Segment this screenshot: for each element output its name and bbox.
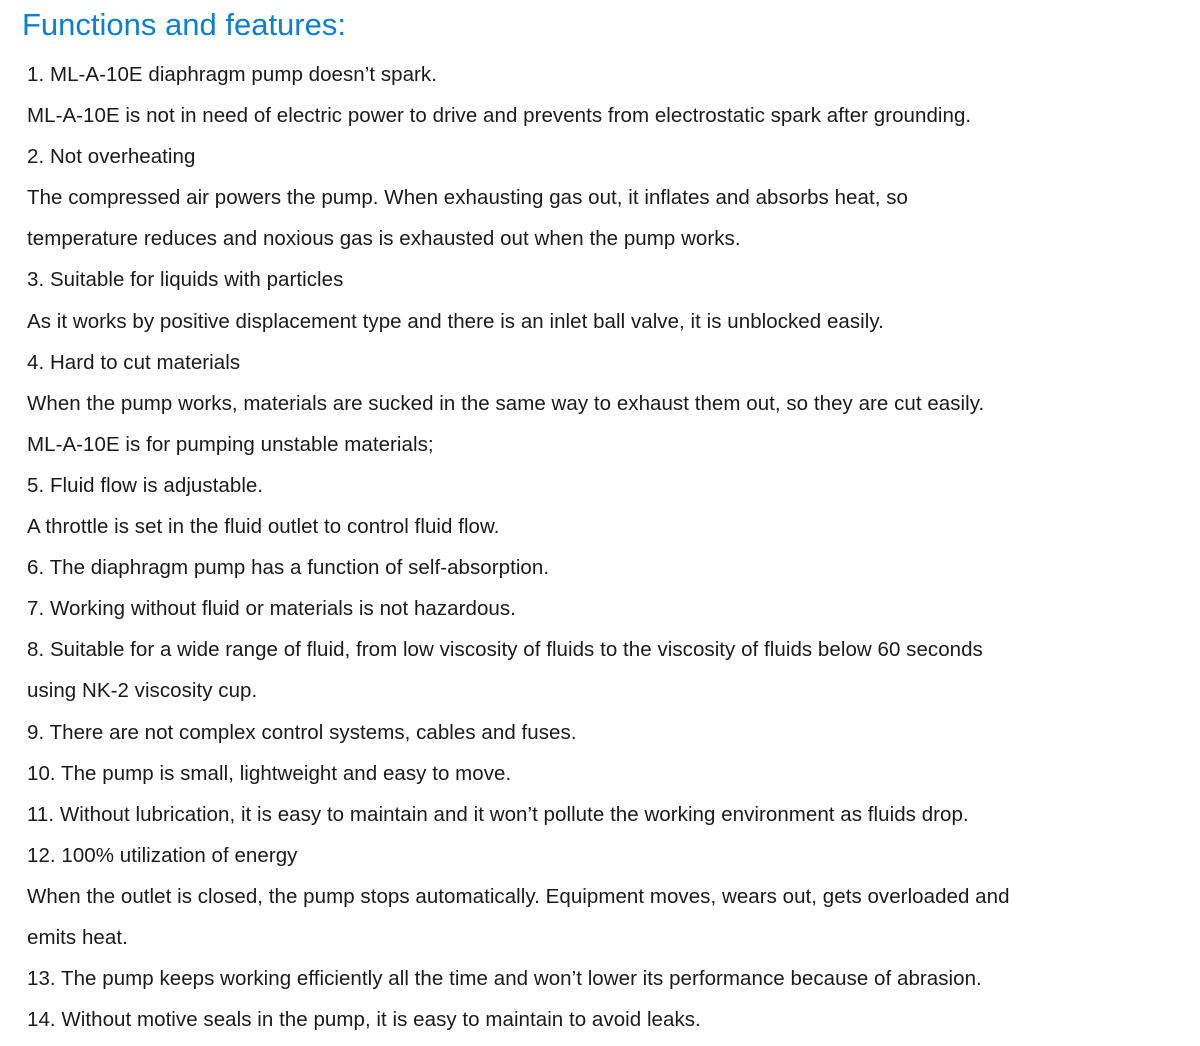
feature-line: 6. The diaphragm pump has a function of self-absorption. xyxy=(27,556,550,580)
feature-line: 2. Not overheating xyxy=(27,145,196,169)
feature-line: When the outlet is closed, the pump stops automatically. Equipment moves, wears out, gets overloaded and xyxy=(27,884,1010,908)
feature-line: 14. Without motive seals in the pump, it is easy to maintain to avoid leaks. xyxy=(27,1008,701,1032)
section-heading: Functions and features: xyxy=(22,7,346,42)
feature-line: 8. Suitable for a wide range of fluid, from low viscosity of fluids to the viscosity of fluids below 60 seconds xyxy=(27,638,983,662)
feature-line: ML-A-10E is not in need of electric power to drive and prevents from electrostatic spark after grounding. xyxy=(27,104,972,128)
feature-line: 10. The pump is small, lightweight and easy to move. xyxy=(27,761,512,785)
feature-line: 7. Working without fluid or materials is not hazardous. xyxy=(27,597,516,621)
feature-line: 3. Suitable for liquids with particles xyxy=(27,268,344,292)
feature-line: emits heat. xyxy=(27,925,128,949)
feature-line: The compressed air powers the pump. When exhausting gas out, it inflates and absorbs heat, so xyxy=(27,186,908,210)
feature-line: 9. There are not complex control systems, cables and fuses. xyxy=(27,720,577,744)
feature-line: 13. The pump keeps working efficiently all the time and won’t lower its performance because of abrasion. xyxy=(27,967,982,991)
feature-line: ML-A-10E is for pumping unstable materials; xyxy=(27,432,434,456)
feature-line: 11. Without lubrication, it is easy to maintain and it won’t pollute the working environment as fluids drop. xyxy=(27,802,969,826)
feature-lines xyxy=(27,54,1197,1040)
feature-line: using NK-2 viscosity cup. xyxy=(27,679,258,703)
feature-line: As it works by positive displacement type and there is an inlet ball valve, it is unblocked easily. xyxy=(27,309,884,333)
feature-line: 1. ML-A-10E diaphragm pump doesn’t spark. xyxy=(27,63,437,86)
feature-line: 5. Fluid flow is adjustable. xyxy=(27,473,264,497)
feature-line: temperature reduces and noxious gas is exhausted out when the pump works. xyxy=(27,227,741,251)
feature-line: When the pump works, materials are sucked in the same way to exhaust them out, so they are cut easily. xyxy=(27,391,985,415)
feature-line: 12. 100% utilization of energy xyxy=(27,843,298,867)
feature-line: A throttle is set in the fluid outlet to control fluid flow. xyxy=(27,515,500,539)
feature-line: 4. Hard to cut materials xyxy=(27,350,241,374)
